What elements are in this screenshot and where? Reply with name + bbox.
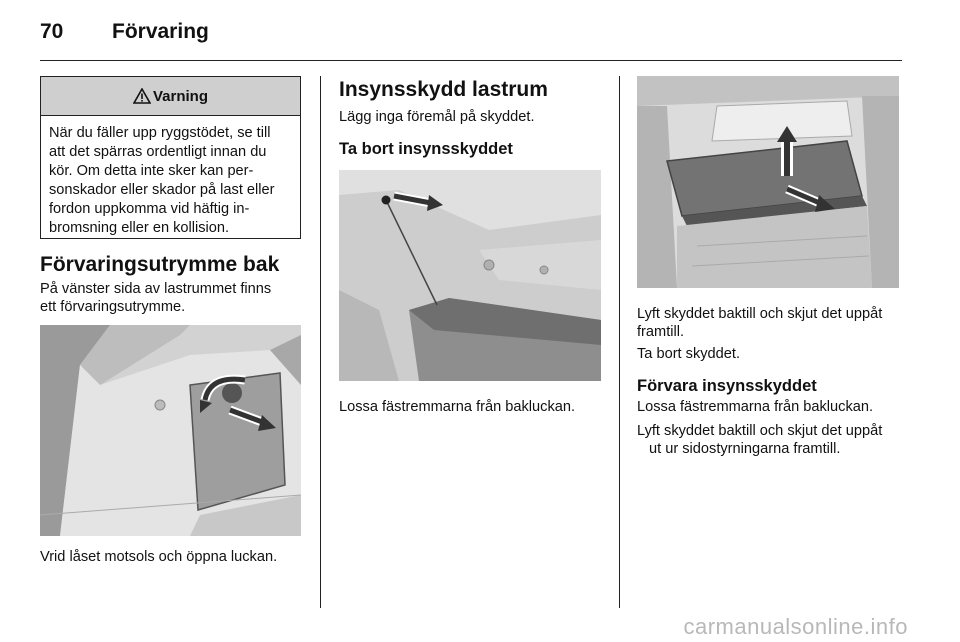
- stow-cover-line2-line: ut ur sidostyrningarna framtill.: [649, 441, 841, 457]
- cover-intro: Lägg inga föremål på skyddet.: [339, 109, 535, 125]
- storage-intro: [40, 280, 271, 316]
- stow-cover-subheading: Förvara insynsskyddet: [637, 377, 817, 395]
- column-divider-1: [320, 76, 321, 608]
- stow-cover-line2-line: Lyft skyddet baktill och skjut det uppåt: [637, 423, 883, 439]
- storage-heading: Förvaringsutrymme bak: [40, 253, 280, 276]
- remove-cover-caption: Lossa fästremmarna från bakluckan.: [339, 399, 576, 415]
- lift-cover-illustration: [637, 76, 899, 288]
- warning-line: När du fäller upp ryggstödet, se till: [49, 125, 271, 141]
- warning-line: fordon uppkomma vid häftig in-: [49, 201, 250, 217]
- warning-line: att det spärras ordentligt innan du: [49, 144, 267, 160]
- warning-triangle-icon: [133, 88, 151, 104]
- warning-line: kör. Om detta inte sker kan per-: [49, 163, 254, 179]
- storage-caption: Vrid låset motsols och öppna luckan.: [40, 549, 278, 565]
- remove-cover-text: Ta bort skyddet.: [637, 346, 741, 362]
- stow-cover-line1: Lossa fästremmarna från bakluckan.: [637, 399, 874, 415]
- section-title: Förvaring: [112, 20, 209, 43]
- column-divider-2: [619, 76, 620, 608]
- warning-line: bromsning eller en kollision.: [49, 220, 230, 236]
- storage-intro-line: ett förvaringsutrymme.: [40, 299, 186, 315]
- page-number: 70: [40, 20, 64, 43]
- remove-cover-subheading: Ta bort insynsskyddet: [339, 140, 513, 158]
- warning-title: Varning: [152, 87, 208, 105]
- cover-heading: Insynsskydd lastrum: [339, 78, 548, 101]
- lift-cover-caption-line: framtill.: [637, 324, 685, 340]
- remove-cover-illustration: [339, 170, 601, 381]
- watermark: carmanualsonline.info: [683, 614, 908, 639]
- lift-cover-caption-line: Lyft skyddet baktill och skjut det uppåt: [637, 306, 883, 322]
- lift-cover-caption: [637, 305, 882, 341]
- warning-header: [41, 77, 300, 116]
- stow-cover-line2: [637, 422, 882, 458]
- warning-line: sonskador eller skador på last eller: [49, 182, 275, 198]
- warning-text: [41, 116, 300, 238]
- storage-compartment-illustration: [40, 325, 301, 536]
- storage-intro-line: På vänster sida av lastrummet finns: [40, 281, 272, 297]
- header-divider: [40, 60, 902, 61]
- warning-box: [40, 76, 301, 239]
